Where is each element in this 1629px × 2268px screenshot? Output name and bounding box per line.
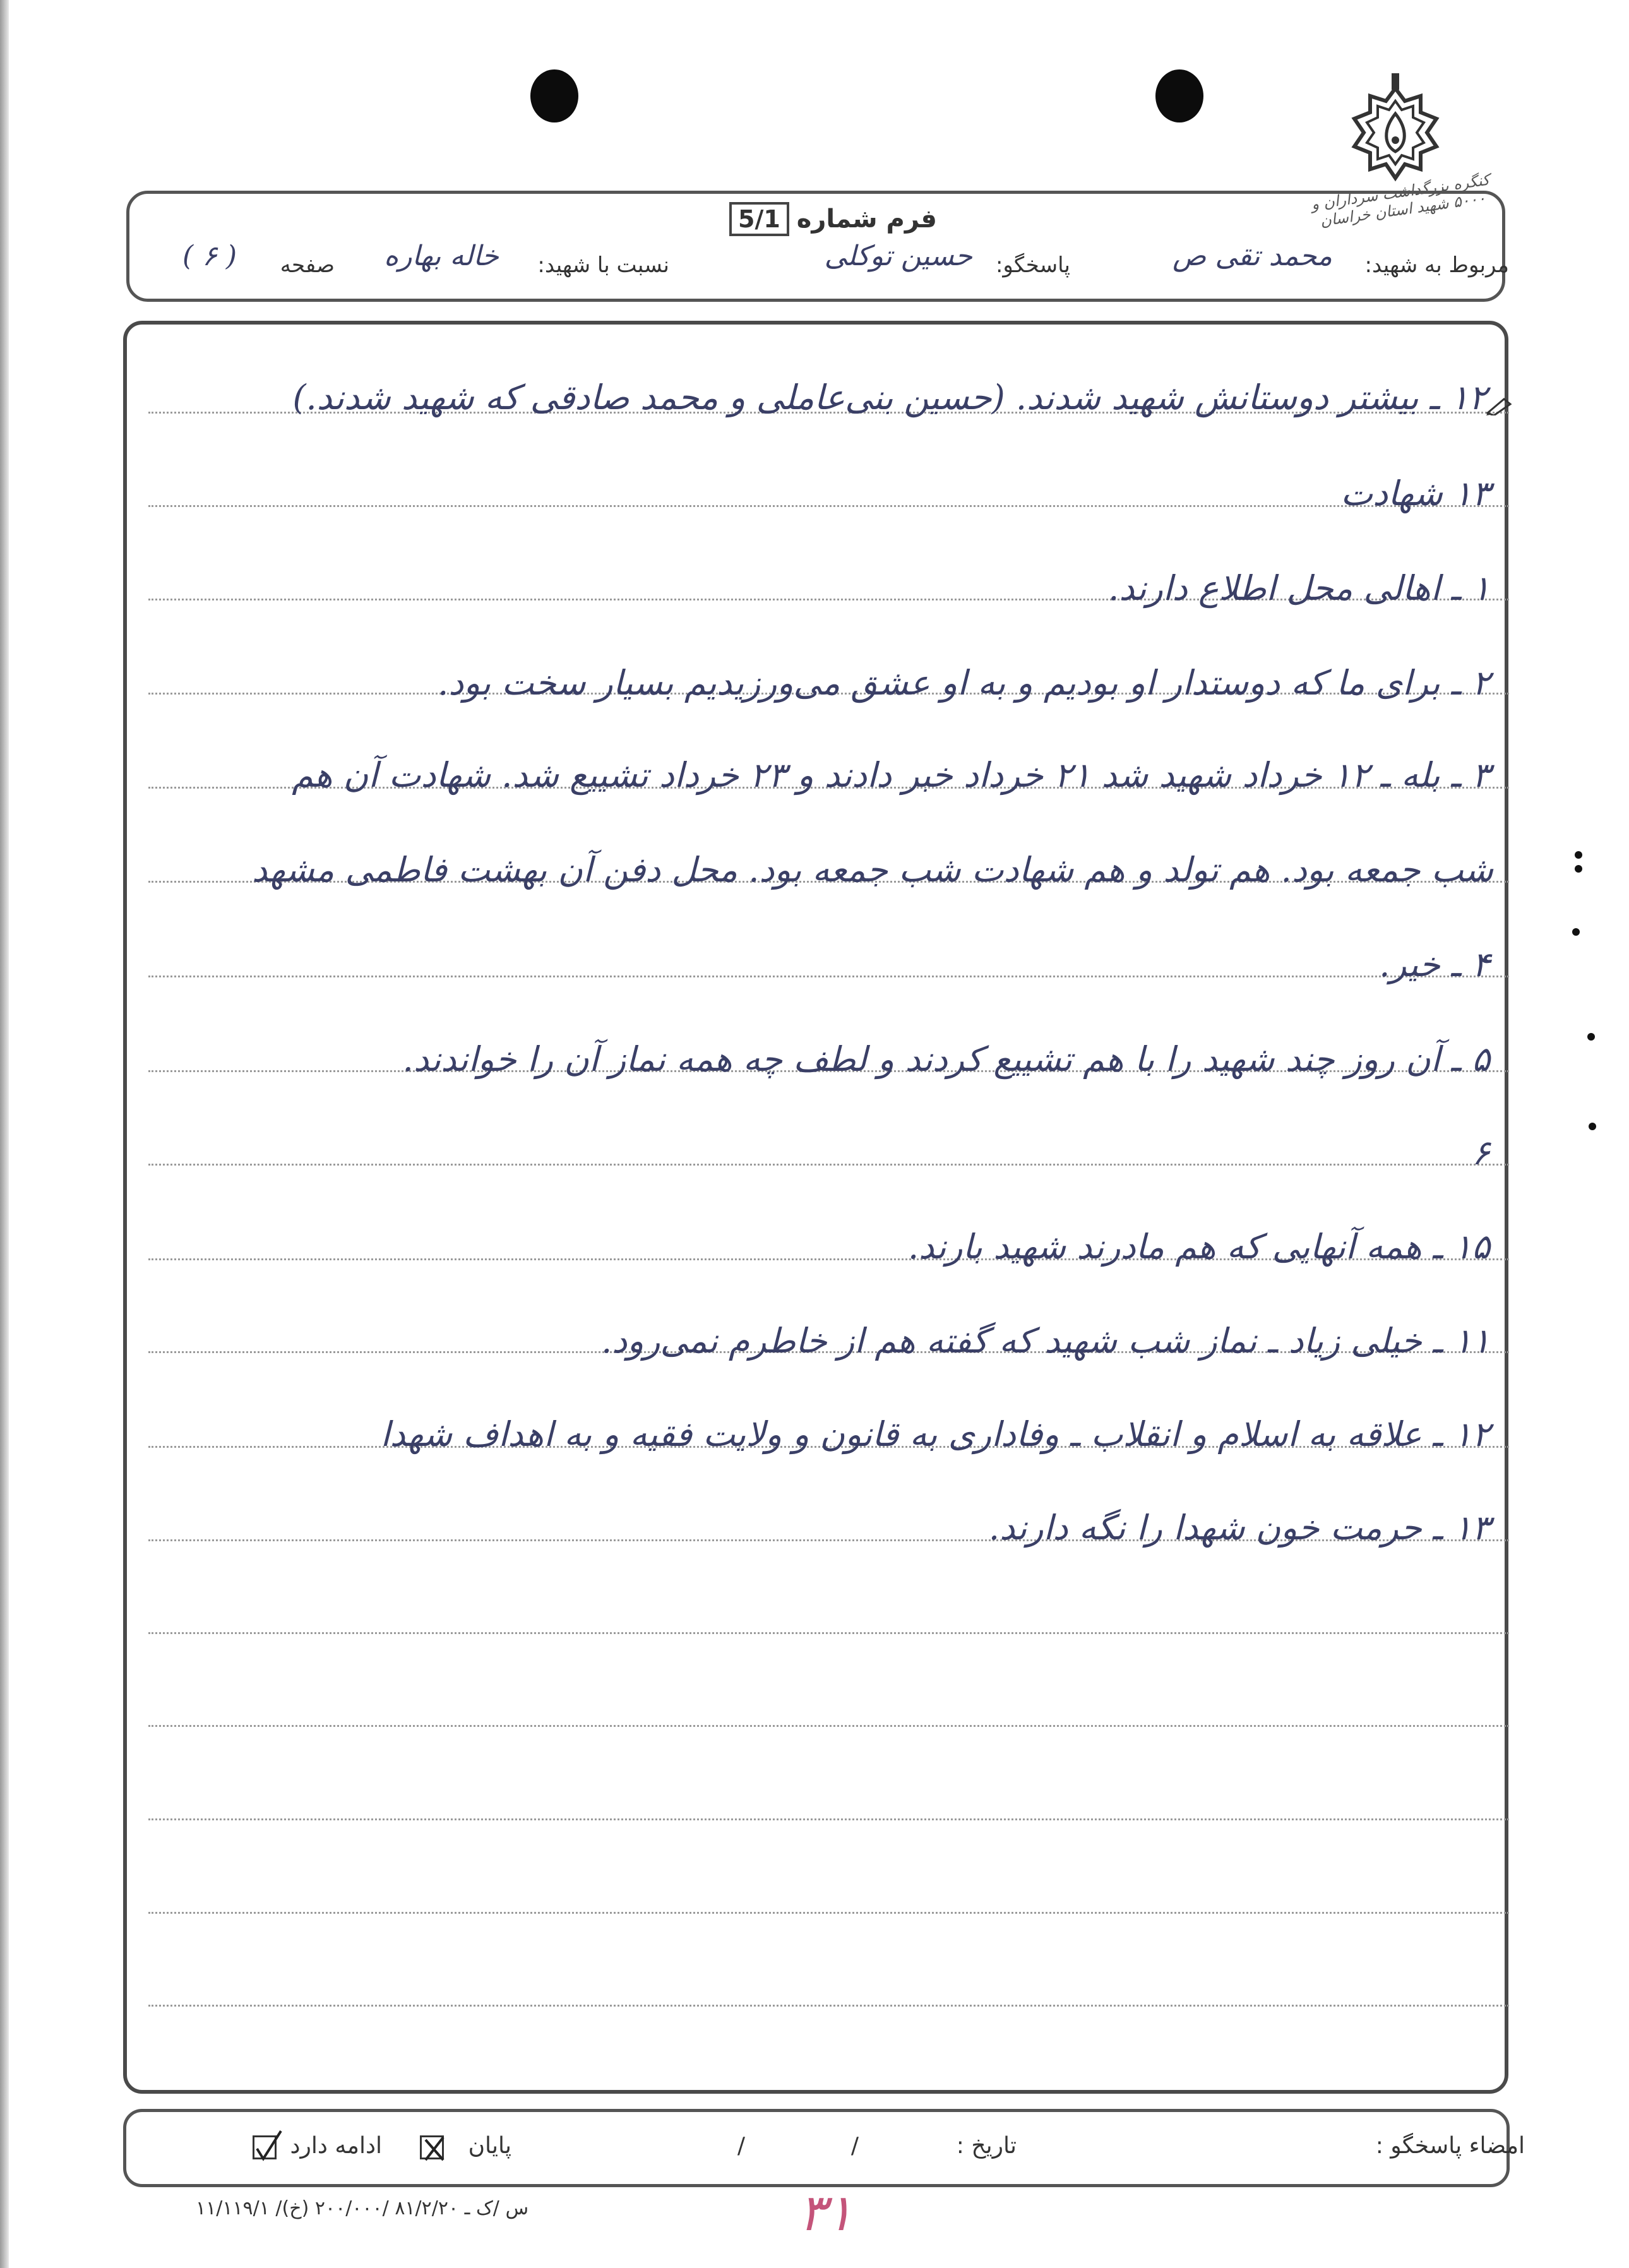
form-number: 5/1	[729, 202, 789, 236]
page-label: صفحه	[280, 253, 335, 278]
ruled-line	[148, 1912, 1509, 1914]
handwritten-line: ۱ ـ اهالی محل اطلاع دارند.	[1108, 568, 1490, 608]
handwritten-line: ۱۲ ـ بیشتر دوستانش شهید شدند. (حسین بنی‌عاملی و محمد صادقی که شهید شدند.)	[292, 378, 1487, 417]
continues-checkbox[interactable]	[253, 2135, 277, 2159]
paper-edge	[0, 0, 9, 2268]
form-title	[729, 202, 937, 236]
ruled-line	[148, 1632, 1509, 1634]
handwritten-line: ۱۳ ـ حرمت خون شهدا را نگه دارند.	[988, 1508, 1490, 1548]
logo-caption: کنگره بزرگداشت سرداران و ۵۰۰۰ شهید استان خراسان	[1310, 170, 1491, 230]
form-title-label: فرم شماره	[796, 205, 937, 234]
handwritten-line: ۱۵ ـ همه آنهایی که هم مادرند شهید بارند.	[907, 1227, 1490, 1267]
x-mark-icon	[417, 2128, 451, 2166]
ruled-line	[148, 505, 1509, 507]
margin-dot	[1572, 928, 1580, 936]
respondent-value: حسین توکلی	[824, 240, 972, 272]
check-mark-icon	[249, 2128, 287, 2166]
margin-dot	[1589, 1123, 1596, 1130]
date-slash: /	[850, 2133, 859, 2159]
punch-hole-left	[530, 69, 578, 122]
pencil-icon	[1485, 397, 1513, 415]
sheet-number: ۳۱	[799, 2183, 853, 2242]
date-slash: /	[737, 2133, 745, 2159]
form-code: ۱۱/۱۱۹/۱ /س /ک ـ ۸۱/۲/۲۰ /۲۰۰/۰۰۰ (خ)	[196, 2197, 529, 2219]
page-value: ( ۶ )	[182, 240, 237, 272]
handwritten-line: ۲ ـ برای ما که دوستدار او بودیم و به او عشق می‌ورزیدیم بسیار سخت بود.	[438, 663, 1490, 703]
ruled-line	[148, 976, 1509, 977]
ruled-line	[148, 1164, 1509, 1166]
date-label: تاریخ :	[956, 2133, 1017, 2159]
handwritten-line: شب جمعه بود. هم تولد و هم شهادت شب جمعه بود. محل دفن آن بهشت فاطمی مشهد	[252, 850, 1493, 890]
ruled-line	[148, 2005, 1509, 2007]
margin-dot	[1587, 1033, 1595, 1041]
handwritten-line: ۵ ـ آن روز چند شهید را با هم تشییع کردند و لطف چه همه نماز آن را خواندند.	[402, 1039, 1490, 1079]
handwritten-line: ۳ ـ بله ـ ۱۲ خرداد شهید شد ۲۱ خرداد خبر دادند و ۲۳ خرداد تشییع شد. شهادت آن هم	[292, 755, 1490, 795]
relation-label: نسبت با شهید:	[537, 253, 669, 278]
handwritten-line: ۱۱ ـ خیلی زیاد ـ نماز شب شهید که گفته هم از خاطرم نمی‌رود.	[601, 1321, 1490, 1361]
respondent-label: پاسخگو:	[995, 253, 1070, 278]
related-martyr-value: محمد تقی‌ ص	[1173, 240, 1332, 272]
handwritten-line: ۱۳ شهادت	[1340, 474, 1490, 513]
ruled-line	[148, 1725, 1509, 1727]
margin-dot	[1575, 851, 1582, 859]
handwritten-line: ۶	[1471, 1133, 1490, 1173]
related-martyr-label: مربوط به شهید:	[1364, 253, 1509, 278]
handwritten-line: ۴ ـ خیر.	[1379, 945, 1490, 984]
end-label: پایان	[468, 2133, 511, 2159]
continues-label: ادامه دارد	[290, 2133, 382, 2159]
punch-hole-right	[1155, 69, 1203, 122]
signature-label: امضاء پاسخگو :	[1375, 2133, 1525, 2159]
ruled-line	[148, 1818, 1509, 1820]
margin-dot	[1575, 865, 1582, 873]
handwritten-line: ۱۲ ـ علاقه به اسلام و انقلاب ـ وفاداری به قانون و ولایت فقیه و به اهداف شهدا	[380, 1414, 1490, 1454]
end-checkbox[interactable]	[420, 2135, 444, 2159]
relation-value: خاله بهاره	[384, 240, 499, 272]
